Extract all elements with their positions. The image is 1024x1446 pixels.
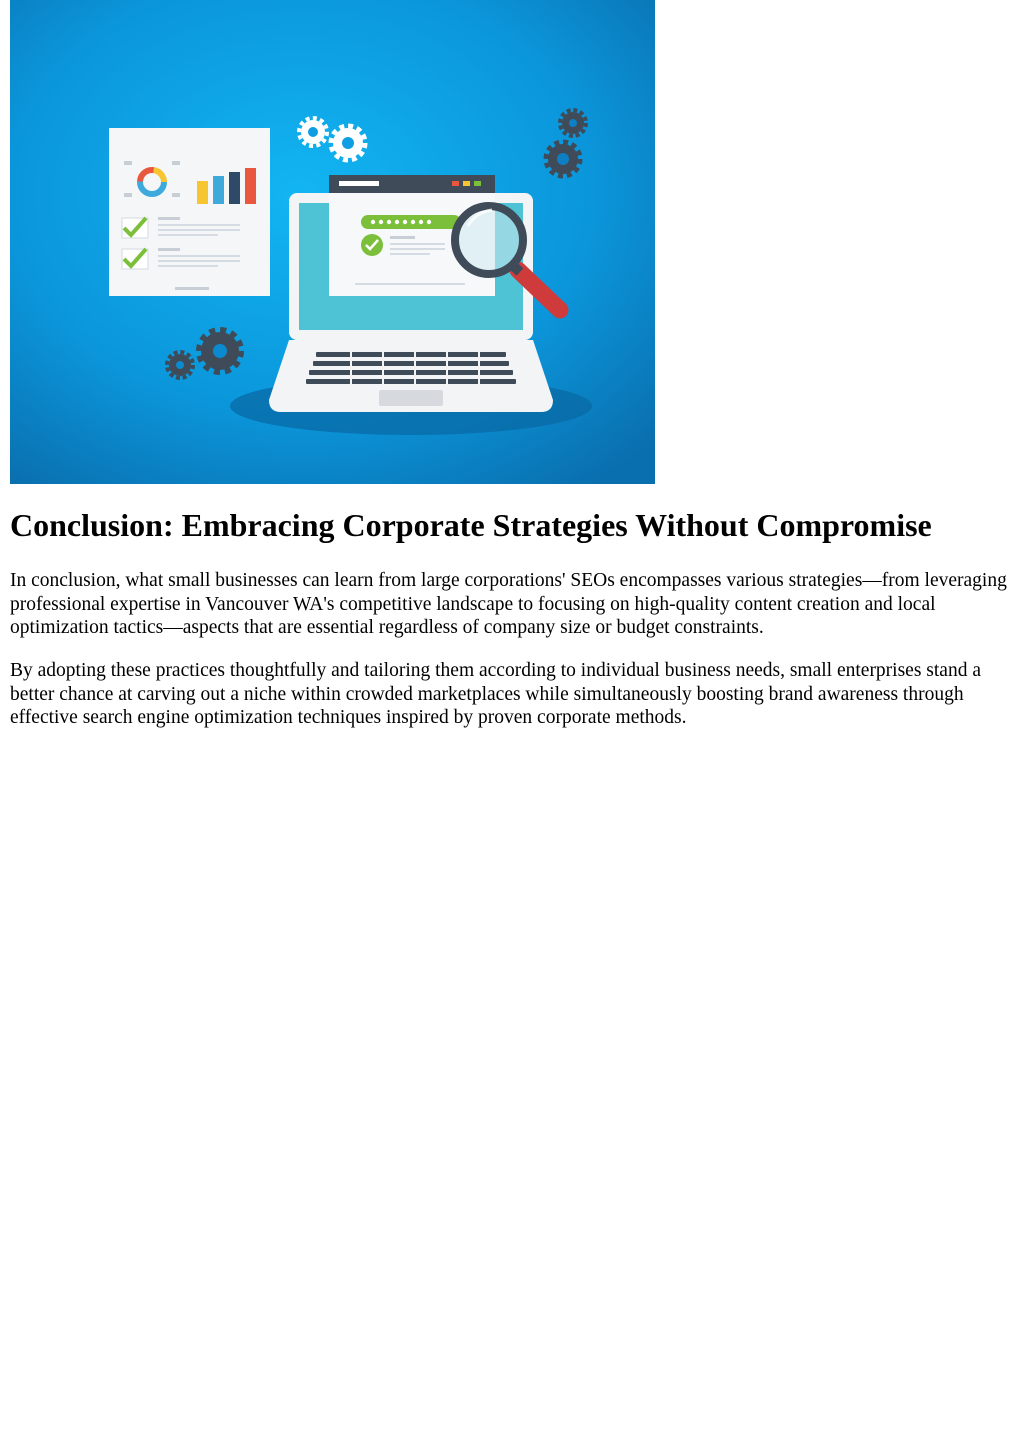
gear-icon	[199, 330, 241, 372]
checkmark-icon	[122, 249, 148, 269]
seo-illustration-svg	[10, 0, 655, 484]
gear-icon	[546, 142, 580, 176]
paragraph: In conclusion, what small businesses can learn from large corporations' SEOs encompasses various strategies—from leveraging professional expertise in Vancouver WA's competitive landscape to focusing on high-quality content creation and local optimization tactics—aspects that are essential regardless of company size or budget constraints.	[10, 570, 1007, 638]
gear-icon	[167, 352, 193, 378]
seo-illustration	[10, 0, 655, 484]
report-icon	[109, 128, 270, 296]
gear-icon	[331, 126, 365, 160]
page-title: Conclusion: Embracing Corporate Strategies Without Compromise	[10, 507, 932, 543]
checkmark-icon	[122, 218, 148, 238]
gear-icon	[299, 118, 327, 146]
gear-icon	[560, 110, 586, 136]
checkmark-icon	[361, 234, 383, 256]
paragraph: By adopting these practices thoughtfully and tailoring them according to individual business needs, small enterprises stand a better chance at carving out a niche within crowded marketplaces while simultaneously boosting brand awareness through effective search engine optimization techniques inspired by proven corporate methods.	[10, 660, 981, 728]
